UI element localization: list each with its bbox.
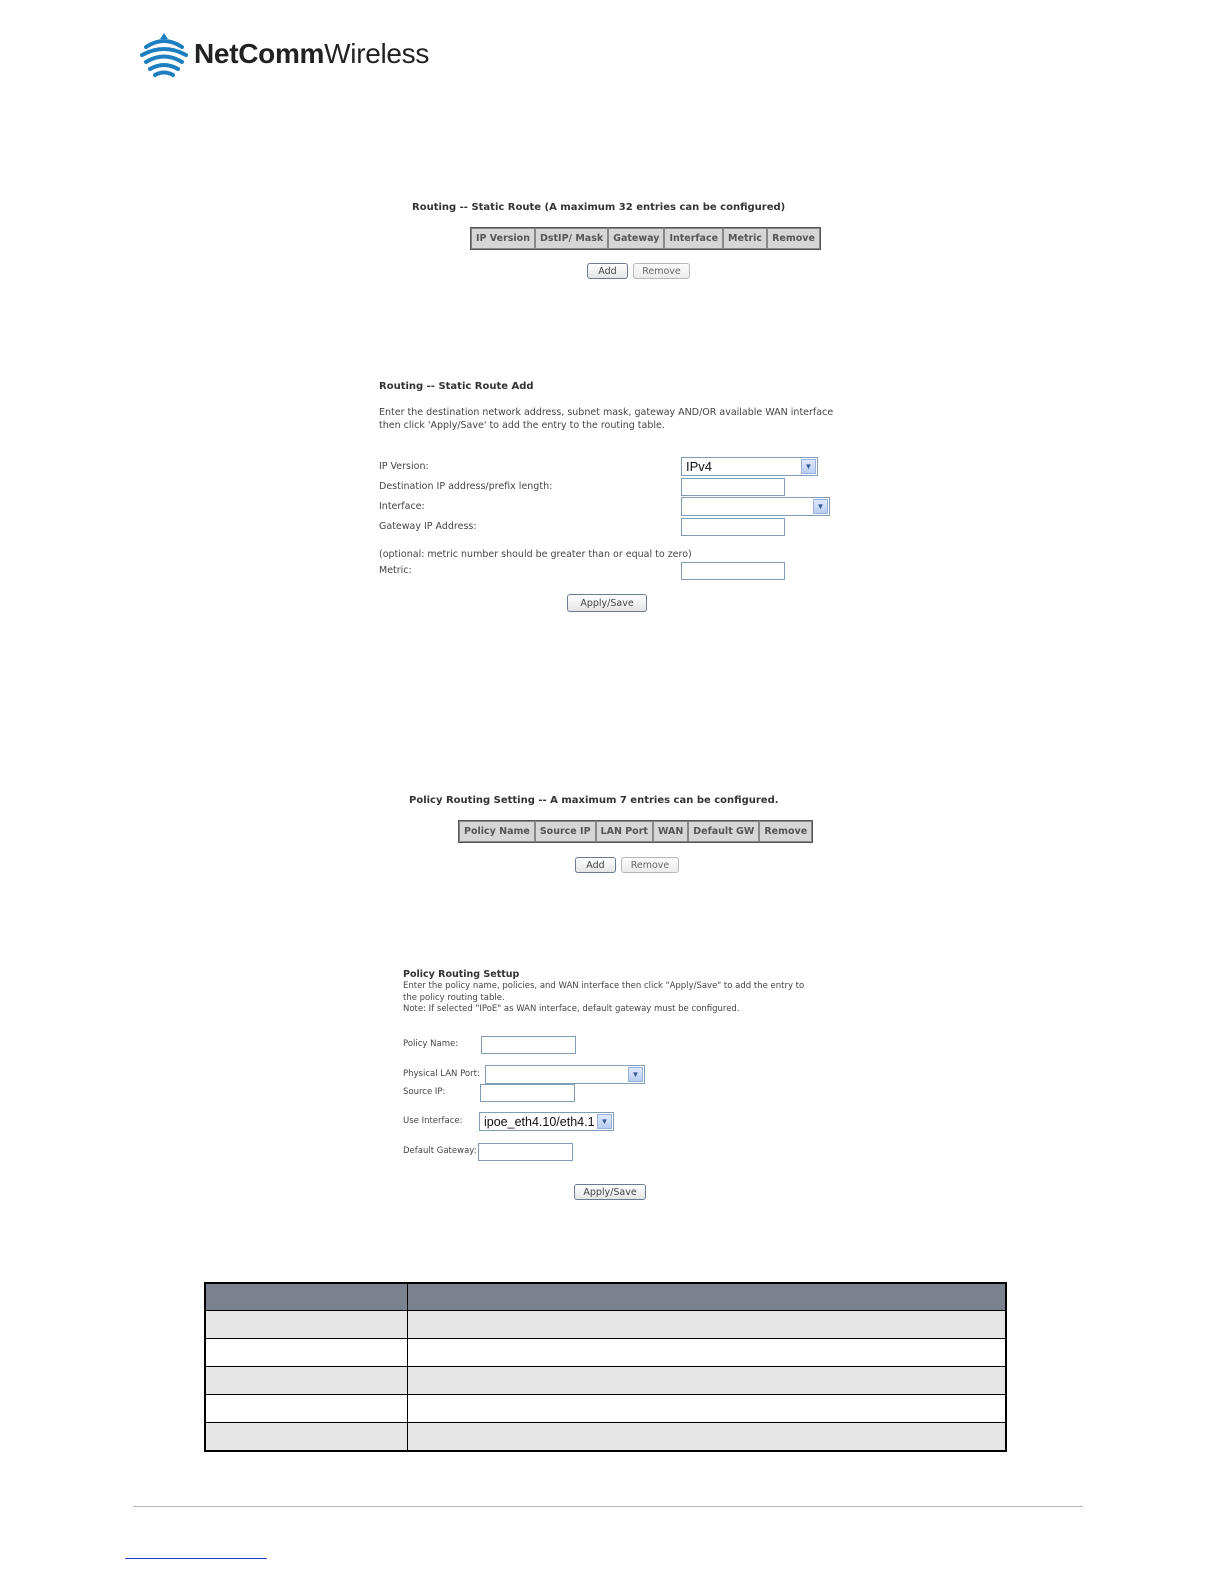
interface-label: Interface: xyxy=(379,501,425,512)
policy-setup-title: Policy Routing Settup xyxy=(403,969,520,980)
use-interface-label: Use Interface: xyxy=(403,1116,463,1126)
policy-routing-title: Policy Routing Setting -- A maximum 7 entries can be configured. xyxy=(409,795,779,806)
gateway-label: Gateway IP Address: xyxy=(379,521,477,532)
col-lan-port: LAN Port xyxy=(596,821,653,842)
lan-port-select[interactable] xyxy=(485,1065,645,1084)
col-remove: Remove xyxy=(767,228,820,249)
policy-setup-line2: the policy routing table. xyxy=(403,993,505,1003)
policy-name-input[interactable] xyxy=(481,1036,576,1054)
static-route-apply-button[interactable]: Apply/Save xyxy=(567,594,647,612)
dest-ip-label: Destination IP address/prefix length: xyxy=(379,481,553,492)
col-ip-version: IP Version xyxy=(471,228,535,249)
table-row xyxy=(205,1339,1006,1367)
col-metric: Metric xyxy=(723,228,767,249)
table-row xyxy=(205,1311,1006,1339)
metric-input[interactable] xyxy=(681,562,785,580)
dest-ip-input[interactable] xyxy=(681,478,785,496)
col-remove: Remove xyxy=(759,821,812,842)
netcomm-logo xyxy=(140,30,429,78)
ip-version-label: IP Version: xyxy=(379,461,429,472)
static-route-title: Routing -- Static Route (A maximum 32 entries can be configured) xyxy=(412,202,786,213)
default-gateway-input[interactable] xyxy=(478,1143,573,1161)
policy-add-button[interactable]: Add xyxy=(575,857,616,873)
source-ip-label: Source IP: xyxy=(403,1087,446,1097)
static-route-remove-button[interactable]: Remove xyxy=(633,263,690,279)
footer-divider xyxy=(133,1506,1083,1507)
chevron-down-icon: ▼ xyxy=(801,459,816,474)
static-route-add-button[interactable]: Add xyxy=(587,263,628,279)
logo-wordmark: NetCommWireless xyxy=(194,38,430,69)
policy-apply-button[interactable]: Apply/Save xyxy=(574,1184,646,1200)
static-route-instruction-2: then click 'Apply/Save' to add the entry to the routing table. xyxy=(379,420,665,431)
static-route-add-title: Routing -- Static Route Add xyxy=(379,381,534,392)
policy-routing-table xyxy=(458,820,813,843)
col-gateway: Gateway xyxy=(608,228,664,249)
table-header-row xyxy=(205,1283,1006,1311)
chevron-down-icon: ▼ xyxy=(813,499,828,514)
wifi-signal-icon xyxy=(140,31,188,77)
chevron-down-icon: ▼ xyxy=(597,1114,612,1129)
policy-name-label: Policy Name: xyxy=(403,1039,459,1049)
chevron-down-icon: ▼ xyxy=(628,1067,643,1082)
col-dst-mask: DstIP/ Mask xyxy=(535,228,608,249)
interface-select[interactable] xyxy=(681,497,830,516)
policy-remove-button[interactable]: Remove xyxy=(621,857,679,873)
table-header-cell xyxy=(408,1283,1007,1311)
footer-link-underline[interactable] xyxy=(125,1558,267,1559)
policy-setup-line1: Enter the policy name, policies, and WAN interface then click "Apply/Save" to add the entry to xyxy=(403,981,805,991)
col-default-gw: Default GW xyxy=(688,821,759,842)
table-row xyxy=(205,1395,1006,1423)
col-interface: Interface xyxy=(664,228,723,249)
col-wan: WAN xyxy=(653,821,688,842)
table-row xyxy=(205,1367,1006,1395)
metric-label: Metric: xyxy=(379,565,412,576)
ip-version-value: IPv4 xyxy=(686,459,713,474)
table-header-cell xyxy=(205,1283,408,1311)
static-route-instruction-1: Enter the destination network address, subnet mask, gateway AND/OR available WAN interface xyxy=(379,407,834,418)
use-interface-value: ipoe_eth4.10/eth4.1 xyxy=(484,1114,595,1129)
lan-port-label: Physical LAN Port: xyxy=(403,1069,480,1079)
description-table xyxy=(204,1282,1007,1452)
col-policy-name: Policy Name xyxy=(459,821,535,842)
source-ip-input[interactable] xyxy=(480,1084,575,1102)
col-source-ip: Source IP xyxy=(535,821,596,842)
use-interface-select[interactable] xyxy=(479,1112,614,1131)
static-route-table xyxy=(470,227,821,250)
ip-version-select[interactable] xyxy=(681,457,818,476)
policy-setup-note: Note: If selected "IPoE" as WAN interface, default gateway must be configured. xyxy=(403,1004,740,1014)
table-row xyxy=(205,1423,1006,1452)
gateway-input[interactable] xyxy=(681,518,785,536)
metric-note: (optional: metric number should be greater than or equal to zero) xyxy=(379,549,692,560)
default-gateway-label: Default Gateway: xyxy=(403,1146,477,1156)
